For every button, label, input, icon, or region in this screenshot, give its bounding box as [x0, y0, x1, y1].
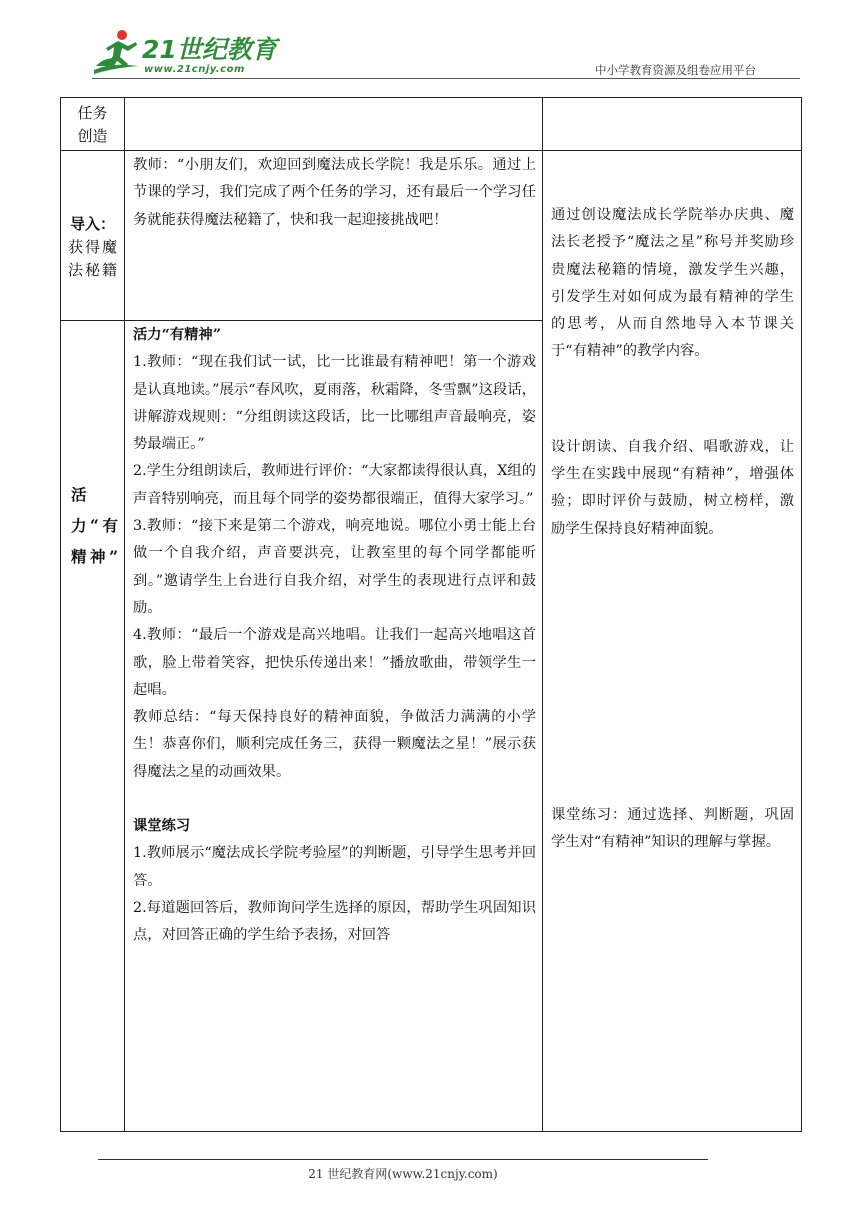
cell-content-task — [125, 98, 543, 151]
cell-note-task — [543, 98, 802, 151]
section-title-vitality: 活力“有精神” — [133, 327, 221, 343]
runner-logo-icon — [92, 26, 140, 76]
row-label — [61, 151, 124, 282]
logo-url: www.21cnjy.com — [144, 64, 245, 75]
section-title-practice: 课堂练习 — [133, 818, 191, 835]
cell-notes — [543, 151, 802, 1132]
practice-paragraph: 1.教师展示“魔法成长学院考验屋”的判断题，引导学生思考并回答。 — [133, 845, 536, 889]
platform-name: 中小学教育资源及组卷应用平台 — [595, 63, 756, 77]
cell-label-intro — [61, 151, 125, 321]
header-divider — [92, 78, 800, 79]
row-label-bold: 导入： — [69, 215, 115, 233]
footer-text: 21 世纪教育网(www.21cnjy.com) — [308, 1167, 498, 1181]
activity-paragraph: 1.教师：“现在我们试一试，比一比谁最有精神吧！第一个游戏是认真地读。”展示“春风吹，夏雨落，秋霜降，冬雪飘”这段话，讲解游戏规则：“分组朗读这段话，比一比哪组声音最响亮，姿势最端正。” — [133, 354, 536, 453]
intro-content — [125, 151, 542, 234]
note-1 — [543, 151, 801, 366]
lesson-plan-table — [60, 97, 802, 1132]
main-content — [125, 321, 542, 950]
table-row-task — [61, 98, 802, 151]
activity-paragraph: 教师总结：“每天保持良好的精神面貌，争做活力满满的小学生！恭喜你们，顺利完成任务三，获得一颗魔法之星！”展示获得魔法之星的动画效果。 — [133, 709, 536, 780]
table-row-intro — [61, 151, 802, 321]
row-label: 活力“有精神” — [71, 485, 118, 566]
note-3-text: 课堂练习：通过选择、判断题，巩固学生对“有精神”知识的理解与掌握。 — [551, 806, 794, 851]
logo-text: 21世纪教育 — [142, 35, 277, 64]
page-header — [0, 0, 860, 92]
activity-paragraph: 2.学生分组朗读后，教师进行评价：“大家都读得很认真，X组的声音特别响亮，而且每个同学的姿势都很端正，值得大家学习。” — [133, 463, 536, 507]
intro-paragraph: 教师：“小朋友们，欢迎回到魔法成长学院！我是乐乐。通过上节课的学习，我们完成了两个任务的学习，还有最后一个学习任务就能获得魔法秘籍了，快和我一起迎接挑战吧！ — [133, 157, 536, 228]
footer-divider — [98, 1159, 708, 1160]
cell-content-main — [125, 321, 543, 1132]
spacer — [133, 786, 536, 813]
activity-paragraph: 4.教师：“最后一个游戏是高兴地唱。让我们一起高兴地唱这首歌，脸上带着笑容，把快乐传递出来！”播放歌曲，带领学生一起唱。 — [133, 627, 536, 698]
cell-label-main — [61, 321, 125, 1132]
note-2-text: 设计朗读、自我介绍、唱歌游戏，让学生在实践中展现“有精神”，增强体验；即时评价与鼓励，树立榜样，激励学生保持良好精神面貌。 — [551, 438, 794, 537]
row-label: 任务创造 — [77, 104, 108, 145]
activity-paragraph: 3.教师：“接下来是第二个游戏，响亮地说。哪位小勇士能上台做一个自我介绍，声音要洪亮，让教室里的每个同学都能听到。”邀请学生上台进行自我介绍，对学生的表现进行点评和鼓励。 — [133, 518, 536, 616]
cell-label-task — [61, 98, 125, 151]
note-1-text: 通过创设魔法成长学院举办庆典、魔法长老授予“魔法之星”称号并奖励珍贵魔法秘籍的情境，激发学生兴趣，引发学生对如何成为最有精神的学生的思考，从而自然地导入本节课关于“有精神”的教学内容。 — [551, 207, 794, 360]
practice-paragraph: 2.每道题回答后，教师询问学生选择的原因，帮助学生巩固知识点，对回答正确的学生给予表扬，对回答 — [133, 899, 536, 944]
note-2 — [543, 434, 801, 543]
note-3 — [543, 802, 801, 857]
site-logo[interactable] — [92, 26, 282, 82]
cell-content-intro — [125, 151, 543, 321]
row-label-rest: 获得魔法秘籍 — [68, 238, 117, 279]
